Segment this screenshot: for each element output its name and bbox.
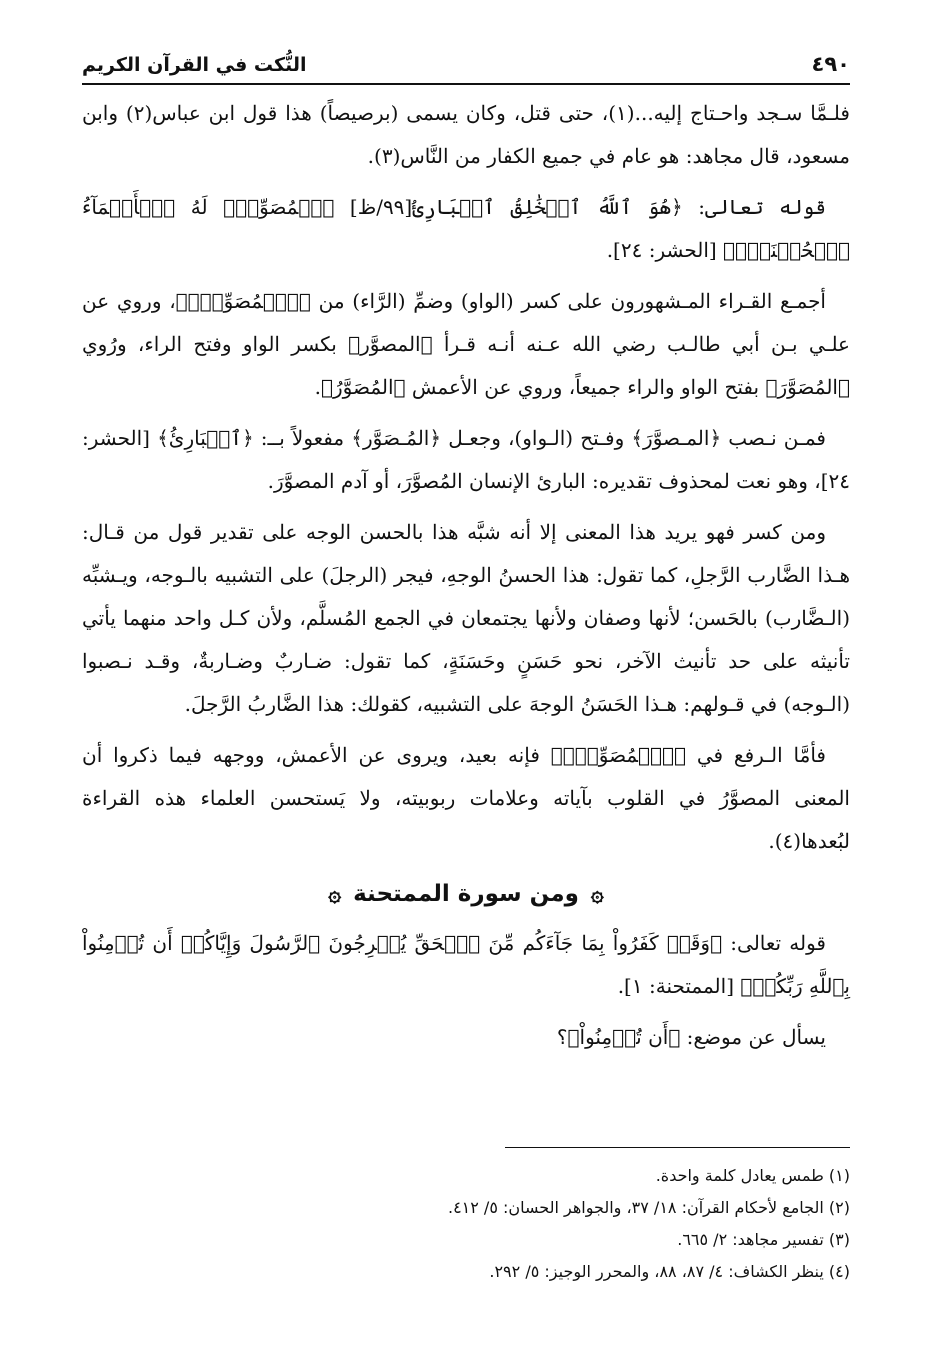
paragraph: يسأل عن موضع: ﴿أَن تُؤۡمِنُواْ﴾؟ [556,1025,826,1049]
footnote: (٣) تفسير مجاهد: ٢/ ٦٦٥. [677,1230,850,1249]
paragraph: فمـن نـصب ﴿المـصوَّرَ﴾ وفـتح (الـواو)، وجعـل ﴿المُـصَوَّر﴾ مفعولاً بــ: ﴿ٱلۡبَارِئُ﴾ [الحشر: ٢٤]، وهو نعت لمحذوف تقديره: البارئ الإنسان المُصوَّرَ، أو آدم المصوَّرَ. [82,426,850,493]
footnote: (٢) الجامع لأحكام القرآن: ١٨/ ٣٧، والجواهر الحسان: ٥/ ٤١٢. [447,1198,850,1217]
footnote-divider [505,1147,850,1148]
paragraph: قوله تعالى: ﴿هُوَ ٱللَّهُ ٱلۡخَٰلِقُ ٱلۡبَارِئُ[٩٩/ظ] ٱلۡمُصَوِّرُۖ لَهُ ٱلۡأَسۡمَآءُ ٱلۡحُسۡنَىٰۚ﴾ [الحشر: ٢٤]. [82,195,850,262]
main-text [82,92,850,1067]
paragraph: ومن كسر فهو يريد هذا المعنى إلا أنه شبَّه هذا بالحسن الوجه على تقدير قول من قـال: هـذا الضَّارب الرَّجلِ، كما تقول: هذا الحسنُ الوجهِ، فيجر (الرجلَ) على التشبيه بالـوجه، ويـشبِّه (الـضَّارب) بالحَسن؛ لأنها وصفان ولأنها يجتمعان في الجمع المُسلَّم، ولأن كـل واحد منهما يأتي تأنيثه على حد تأنيث الآخر، نحو حَسَنٍ وحَسَنَةٍ، كما تقول: ضـاربٌ وضـاربةٌ، وقـد نـصبوا (الـوجه) في قـولهم: هـذا الحَسَنُ الوجهَ على التشبيه، كقولك: هذا الضَّاربُ الرَّجلَ. [82,520,850,716]
paragraph: أجمـع القـراء المـشهورون على كسر (الواو) وضمِّ (الرَّاء) من ﴿ٱلۡمُصَوِّرُۖ﴾، وروي عن علـي بـن أبي طالـب رضي الله عـنه أنـه قـرأ ﴿المصوَّر﴾ بكسر الواو وفتح الراء، ورُوي ﴿المُصَوَّرَ﴾ بفتح الواو والراء جميعاً، وروي عن الأعمش ﴿المُصَوَّرُ﴾. [82,289,850,399]
header-divider [82,83,850,85]
page-header [82,36,850,76]
footnotes [82,1160,850,1288]
footnote: (١) طمس يعادل كلمة واحدة. [655,1166,850,1185]
section-heading [82,873,850,916]
section-heading-text: ومن سورة الممتحنة [353,881,579,907]
paragraph: فأمَّا الـرفع في ﴿ٱلۡمُصَوِّرُۖ﴾ فإنه بعيد، ويروى عن الأعمش، ووجهه فيما ذكروا أن المعنى المصوَّرُ في القلوب بآياته وعلامات ربوبيته، ولا يَستحسن العلماء هذه القراءة لبُعدها(٤). [82,743,850,853]
paragraph: قوله تعالى: ﴿وَقَدۡ كَفَرُواْ بِمَا جَآءَكُم مِّنَ ٱلۡحَقِّ يُخۡرِجُونَ ٱلرَّسُولَ وَإِيَّاكُمۡ أَن تُؤۡمِنُواْ بِٱللَّهِ رَبِّكُمۡ﴾ [الممتحنة: ١]. [82,931,850,998]
paragraph: فلـمَّا سـجد واحـتاج إليه...(١)، حتى قتل، وكان يسمى (برصيصاً) هذا قول ابن عباس(٢) وابن مسعود، قال مجاهد: هو عام في جميع الكفار من النَّاس(٣). [82,101,850,168]
ornament-icon: ۞ [328,882,342,907]
page-number: ٤٩٠ [811,52,850,76]
footnote: (٤) ينظر الكشاف: ٤/ ٨٧، ٨٨، والمحرر الوجيز: ٥/ ٢٩٢. [489,1262,850,1281]
running-title: النُّكت في القرآن الكريم [82,54,307,76]
ornament-icon: ۞ [590,882,604,907]
